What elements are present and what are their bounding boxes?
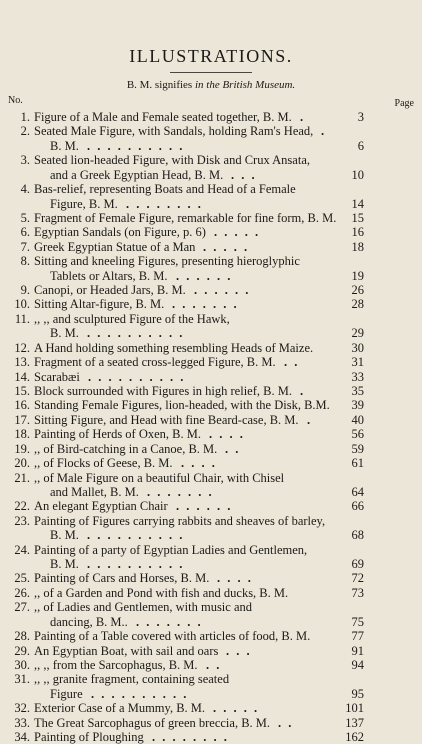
entry-text: ,, ,, from the Sarcophagus, B. M. xyxy=(34,657,198,672)
dot-leader: . . xyxy=(284,355,300,370)
entry-text: Tablets or Altars, B. M. xyxy=(50,268,168,283)
entry-number: 16. xyxy=(14,398,30,413)
page-number: 95 xyxy=(351,686,364,701)
entry-text: ,, of Flocks of Geese, B. M. xyxy=(34,456,173,471)
entry-number: 6. xyxy=(20,225,30,240)
list-item xyxy=(0,427,422,441)
note-text: B. M. signifies xyxy=(126,79,195,91)
entry-text: Sitting Altar-figure, B. M. xyxy=(34,297,165,312)
list-item xyxy=(0,528,422,542)
entry-text: Greek Egyptian Statue of a Man xyxy=(34,239,196,254)
page-number: 77 xyxy=(351,629,364,644)
list-item xyxy=(0,701,422,715)
dot-leader: . . . . xyxy=(217,571,253,586)
dot-leader: . . . . . . . . xyxy=(126,196,203,211)
entry-number: 3. xyxy=(20,153,30,168)
entry-text: B. M. xyxy=(50,557,79,572)
list-item xyxy=(0,557,422,571)
page-title: ILLUSTRATIONS. xyxy=(129,46,293,66)
title-rule xyxy=(170,72,252,73)
page-number: 162 xyxy=(345,730,364,744)
entry-text: Painting of Cars and Horses, B. M. xyxy=(34,571,210,586)
list-item xyxy=(0,499,422,513)
entry-text: ,, of Ladies and Gentlemen, with music and xyxy=(34,600,252,615)
entry-number: 23. xyxy=(14,513,30,528)
abbreviation-note xyxy=(0,79,422,91)
entry-number: 33. xyxy=(14,715,30,730)
entry-number: 31. xyxy=(14,672,30,687)
dot-leader: . . xyxy=(225,441,241,456)
dot-leader: . . . . . . . . xyxy=(152,730,229,744)
list-item xyxy=(0,514,422,528)
entry-text: Painting of Herds of Oxen, B. M. xyxy=(34,427,201,442)
entry-text: Exterior Case of a Mummy, B. M. xyxy=(34,701,206,716)
page-number: 18 xyxy=(351,239,364,254)
dot-leader: . . . . . . xyxy=(176,499,233,514)
dot-leader: . . . . . . . xyxy=(147,484,214,499)
page-number: 72 xyxy=(351,571,364,586)
page-number: 56 xyxy=(351,427,364,442)
entry-text: Figure xyxy=(50,686,83,701)
list-item xyxy=(0,153,422,167)
page-number: 75 xyxy=(351,614,364,629)
page-number: 59 xyxy=(351,441,364,456)
entry-number: 21. xyxy=(14,470,30,485)
page-number: 101 xyxy=(345,701,364,716)
dot-leader: . . . . . . . . . . xyxy=(91,686,189,701)
list-item xyxy=(0,672,422,686)
entry-number: 30. xyxy=(14,657,30,672)
list-item xyxy=(0,456,422,470)
entry-text: Fragment of a seated cross-legged Figure, B. M. xyxy=(34,355,276,370)
page-number: 33 xyxy=(351,369,364,384)
list-item xyxy=(0,586,422,600)
page-number: 61 xyxy=(351,456,364,471)
page-number: 137 xyxy=(345,715,364,730)
entry-number: 11. xyxy=(14,311,30,326)
list-item xyxy=(0,471,422,485)
entry-text: Sitting and kneeling Figures, presenting hieroglyphic xyxy=(34,254,300,269)
entry-text: Seated Male Figure, with Sandals, holding Ram's Head, xyxy=(34,124,314,139)
list-item xyxy=(0,384,422,398)
list-item xyxy=(0,413,422,427)
entry-number: 8. xyxy=(20,254,30,269)
entry-number: 14. xyxy=(14,369,30,384)
list-item xyxy=(0,658,422,672)
entry-text: Standing Female Figures, lion-headed, with the Disk, B.M. xyxy=(34,398,330,413)
dot-leader: . . . . . . xyxy=(176,268,233,283)
entry-text: ,, ,, and sculptured Figure of the Hawk, xyxy=(34,311,230,326)
entry-text: Seated lion-headed Figure, with Disk and Crux Ansata, xyxy=(34,153,310,168)
list-item xyxy=(0,629,422,643)
entry-number: 1. xyxy=(20,110,30,124)
page-number: 66 xyxy=(351,499,364,514)
page-number: 19 xyxy=(351,268,364,283)
dot-leader: . . . xyxy=(231,167,257,182)
list-item xyxy=(0,615,422,629)
list-item xyxy=(0,182,422,196)
list-item xyxy=(0,326,422,340)
page-number: 73 xyxy=(351,585,364,600)
list-item xyxy=(0,254,422,268)
entry-text: An Egyptian Boat, with sail and oars xyxy=(34,643,219,658)
entry-text: The Great Sarcophagus of green breccia, B. M. xyxy=(34,715,271,730)
list-item xyxy=(0,139,422,153)
dot-leader: . . . . xyxy=(181,456,217,471)
entry-number: 27. xyxy=(14,600,30,615)
entry-text: Painting of Ploughing xyxy=(34,730,144,744)
entry-number: 32. xyxy=(14,701,30,716)
page-number: 3 xyxy=(357,110,364,124)
entry-text: B. M. xyxy=(50,138,79,153)
entry-number: 22. xyxy=(14,499,30,514)
entry-number: 34. xyxy=(14,730,30,744)
page-number: 69 xyxy=(351,557,364,572)
entry-text: Figure, B. M. xyxy=(50,196,118,211)
entry-text: ,, ,, granite fragment, containing seated xyxy=(34,672,230,687)
entry-number: 5. xyxy=(20,210,30,225)
column-header-number: No. xyxy=(8,95,23,106)
list-item xyxy=(0,716,422,730)
list-item xyxy=(0,442,422,456)
column-header-page: Page xyxy=(394,98,414,109)
dot-leader: . . . . . xyxy=(213,701,260,716)
list-item xyxy=(0,644,422,658)
entry-text: and a Greek Egyptian Head, B. M. xyxy=(50,167,224,182)
entry-number: 15. xyxy=(14,383,30,398)
entry-number: 12. xyxy=(14,340,30,355)
entry-number: 29. xyxy=(14,643,30,658)
dot-leader: . . . . . . . . . . xyxy=(87,557,185,572)
entry-number: 13. xyxy=(14,355,30,370)
list-item xyxy=(0,297,422,311)
entry-text: Scarabæi xyxy=(34,369,80,384)
page-number: 40 xyxy=(351,412,364,427)
entry-text: and Mallet, B. M. xyxy=(50,484,139,499)
entry-text: Sitting Figure, and Head with fine Beard-case, B. M. xyxy=(34,412,299,427)
entry-text: A Hand holding something resembling Heads of Maize. xyxy=(34,340,314,355)
entry-number: 4. xyxy=(20,182,30,197)
entry-text: dancing, B. M.. xyxy=(50,614,128,629)
note-italic: in the British Museum. xyxy=(194,79,296,91)
dot-leader: . . xyxy=(278,715,294,730)
page-number: 6 xyxy=(357,138,364,153)
list-item xyxy=(0,211,422,225)
list-item xyxy=(0,355,422,369)
page-number: 31 xyxy=(351,355,364,370)
entry-number: 26. xyxy=(14,585,30,600)
entry-number: 2. xyxy=(20,124,30,139)
list-item xyxy=(0,283,422,297)
dot-leader: . . . . xyxy=(209,427,245,442)
list-item xyxy=(0,485,422,499)
entry-text: Painting of a party of Egyptian Ladies and Gentlemen, xyxy=(34,542,308,557)
page-number: 91 xyxy=(351,643,364,658)
list-item xyxy=(0,600,422,614)
entry-text: Painting of Figures carrying rabbits and sheaves of barley, xyxy=(34,513,326,528)
dot-leader: . xyxy=(300,110,306,124)
entry-number: 18. xyxy=(14,427,30,442)
page-number: 26 xyxy=(351,283,364,298)
list-item xyxy=(0,240,422,254)
list-item xyxy=(0,730,422,744)
list-item xyxy=(0,225,422,239)
entry-number: 28. xyxy=(14,629,30,644)
dot-leader: . . . . . . . . . . xyxy=(88,369,186,384)
entry-number: 19. xyxy=(14,441,30,456)
entry-text: Canopi, or Headed Jars, B. M. xyxy=(34,283,186,298)
entry-text: ,, of a Garden and Pond with fish and ducks, B. M. xyxy=(34,585,289,600)
list-item xyxy=(0,197,422,211)
list-item xyxy=(0,370,422,384)
page-number: 16 xyxy=(351,225,364,240)
entry-number: 24. xyxy=(14,542,30,557)
entry-text: Block surrounded with Figures in high relief, B. M. xyxy=(34,383,292,398)
page-number: 68 xyxy=(351,528,364,543)
list-item xyxy=(0,687,422,701)
list-item xyxy=(0,341,422,355)
entry-number: 17. xyxy=(14,412,30,427)
dot-leader: . xyxy=(307,412,313,427)
page-number: 29 xyxy=(351,326,364,341)
dot-leader: . . . xyxy=(226,643,252,658)
list-item xyxy=(0,269,422,283)
page-number: 35 xyxy=(351,383,364,398)
dot-leader: . . . . . xyxy=(214,225,261,240)
dot-leader: . xyxy=(300,383,306,398)
entry-number: 20. xyxy=(14,456,30,471)
page-number: 28 xyxy=(351,297,364,312)
list-item xyxy=(0,398,422,412)
page-number: 15 xyxy=(351,210,364,225)
page-number: 30 xyxy=(351,340,364,355)
entry-text: Fragment of Female Figure, remarkable for fine form, B. M. xyxy=(34,210,337,225)
entry-text: ,, of Male Figure on a beautiful Chair, with Chisel xyxy=(34,470,285,485)
entry-text: Bas-relief, representing Boats and Head of a Female xyxy=(34,182,296,197)
page-number: 94 xyxy=(351,657,364,672)
entry-number: 7. xyxy=(20,239,30,254)
dot-leader: . . . . . . . . . . xyxy=(87,528,185,543)
dot-leader: . . . . . . . xyxy=(136,614,203,629)
dot-leader: . xyxy=(321,124,327,139)
entry-text: Figure of a Male and Female seated together, B. M. xyxy=(34,110,292,124)
entry-text: ,, of Bird-catching in a Canoe, B. M. xyxy=(34,441,218,456)
page-number: 14 xyxy=(351,196,364,211)
dot-leader: . . . . . . . . . . xyxy=(87,326,185,341)
entry-text: B. M. xyxy=(50,326,79,341)
list-item xyxy=(0,543,422,557)
entry-number: 9. xyxy=(20,283,30,298)
page-number: 64 xyxy=(351,484,364,499)
dot-leader: . . . . . . . . . . xyxy=(87,138,185,153)
dot-leader: . . . . . . xyxy=(194,283,251,298)
list-item xyxy=(0,312,422,326)
entry-text: Painting of a Table covered with articles of food, B. M. xyxy=(34,629,311,644)
page-number: 10 xyxy=(351,167,364,182)
dot-leader: . . . . . xyxy=(203,239,250,254)
entry-number: 25. xyxy=(14,571,30,586)
dot-leader: . . . . . . . xyxy=(172,297,239,312)
page-number: 39 xyxy=(351,398,364,413)
list-item xyxy=(0,168,422,182)
entry-text: Egyptian Sandals (on Figure, p. 6) xyxy=(34,225,206,240)
entry-text: An elegant Egyptian Chair xyxy=(34,499,168,514)
list-item xyxy=(0,124,422,138)
list-item xyxy=(0,110,422,124)
entry-text: B. M. xyxy=(50,528,79,543)
dot-leader: . . xyxy=(206,657,222,672)
entry-number: 10. xyxy=(14,297,30,312)
list-item xyxy=(0,571,422,585)
